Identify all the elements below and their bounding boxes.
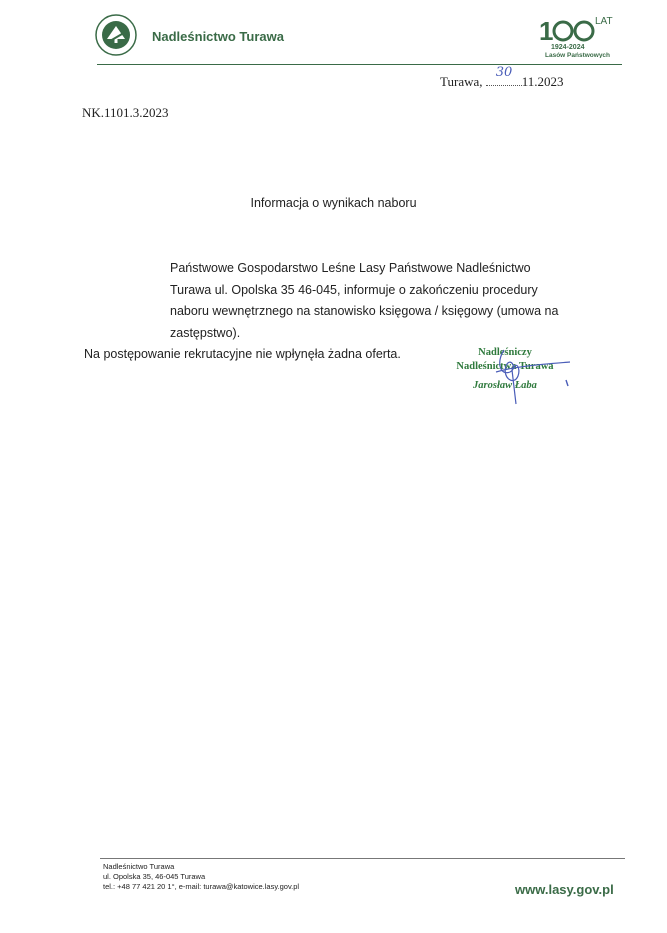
footer-address	[103, 862, 299, 892]
lasy-panstwowe-logo	[95, 14, 137, 56]
body-paragraph: Państwowe Gospodarstwo Leśne Lasy Państwowe Nadleśnictwo Turawa ul. Opolska 35 46-045, informuje o zakończeniu procedury naboru wewnętrznego na stanowisko księgowa / księgowy (umowa na zastępstwo).	[170, 261, 559, 340]
body-no-offers: Na postępowanie rekrutacyjne nie wpłynęła żadna oferta.	[84, 347, 401, 361]
svg-text:1: 1	[539, 16, 554, 46]
document-title: Informacja o wynikach naboru	[250, 196, 417, 210]
footer-website-link[interactable]: www.lasy.gov.pl	[515, 882, 614, 897]
org-name: Nadleśnictwo Turawa	[152, 29, 284, 44]
date-day-handwritten: 30	[495, 65, 513, 80]
stamp-title: Nadleśniczy	[478, 347, 532, 358]
anniversary-caption: Lasów Państwowych	[545, 52, 611, 58]
anniversary-logo	[537, 12, 627, 58]
case-number: NK.1101.3.2023	[82, 105, 169, 120]
anniversary-years: 1924-2024	[551, 44, 585, 51]
date-day-field	[486, 65, 522, 86]
footer-contact: tel.: +48 77 421 20 1°, e-mail: turawa@katowice.lasy.gov.pl	[103, 882, 300, 891]
stamp-office: Nadleśnictwa Turawa	[456, 361, 554, 372]
footer-divider	[100, 858, 625, 859]
date-place: Turawa,	[440, 74, 483, 89]
stamp-name: Jarosław Łaba	[473, 380, 537, 391]
footer-street: ul. Opolska 35, 46-045 Turawa	[103, 872, 206, 881]
anniversary-lat: LAT	[595, 16, 613, 27]
date-rest: 11.2023	[521, 74, 564, 89]
header-divider	[97, 64, 622, 65]
handwritten-signature	[466, 342, 576, 412]
footer-org: Nadleśnictwo Turawa	[103, 862, 175, 871]
document-date	[440, 65, 564, 90]
